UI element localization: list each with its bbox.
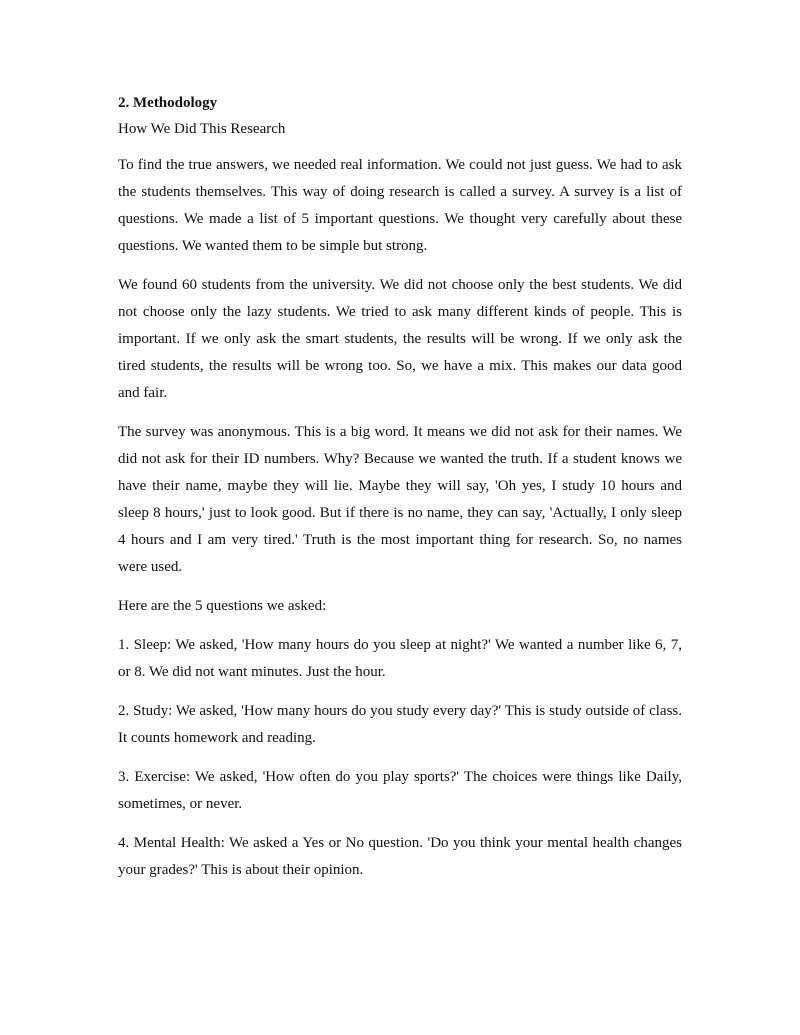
document-page — [118, 93, 682, 884]
paragraph-sample: We found 60 students from the university. We did not choose only the best students. We did not choose only the lazy students. We tried to ask many different kinds of people. This is important. If we only ask the smart students, the results will be wrong. If we only ask the tired students, the results will be wrong too. So, we have a mix. This makes our data good and fair. — [118, 277, 682, 401]
paragraph-anonymous: The survey was anonymous. This is a big word. It means we did not ask for their names. We did not ask for their ID numbers. Why? Because we wanted the truth. If a student knows we have their name, maybe they will lie. Maybe they will say, 'Oh yes, I study 10 hours and sleep 8 hours,' just to look good. But if there is no name, they can say, 'Actually, I only sleep 4 hours and I am very tired.' Truth is the most important thing for research. So, no names were used. — [118, 424, 682, 575]
section-subtitle: How We Did This Research — [118, 121, 286, 137]
list-item-question-exercise: 3. Exercise: We asked, 'How often do you play sports?' The choices were things like Daily, sometimes, or never. — [118, 769, 682, 812]
list-item-question-sleep: 1. Sleep: We asked, 'How many hours do you sleep at night?' We wanted a number like 6, 7, or 8. We did not want minutes. Just the hour. — [118, 637, 682, 680]
paragraph-questions-intro: Here are the 5 questions we asked: — [118, 598, 327, 614]
section-title: 2. Methodology — [118, 95, 218, 111]
paragraph-survey-intro: To find the true answers, we needed real information. We could not just guess. We had to ask the students themselves. This way of doing research is called a survey. A survey is a list of questions. We made a list of 5 important questions. We thought very carefully about these questions. We wanted them to be simple but strong. — [118, 157, 682, 254]
list-item-question-mental-health: 4. Mental Health: We asked a Yes or No question. 'Do you think your mental health changes your grades?' This is about their opinion. — [118, 835, 682, 878]
list-item-question-study: 2. Study: We asked, 'How many hours do you study every day?' This is study outside of class. It counts homework and reading. — [118, 703, 682, 746]
